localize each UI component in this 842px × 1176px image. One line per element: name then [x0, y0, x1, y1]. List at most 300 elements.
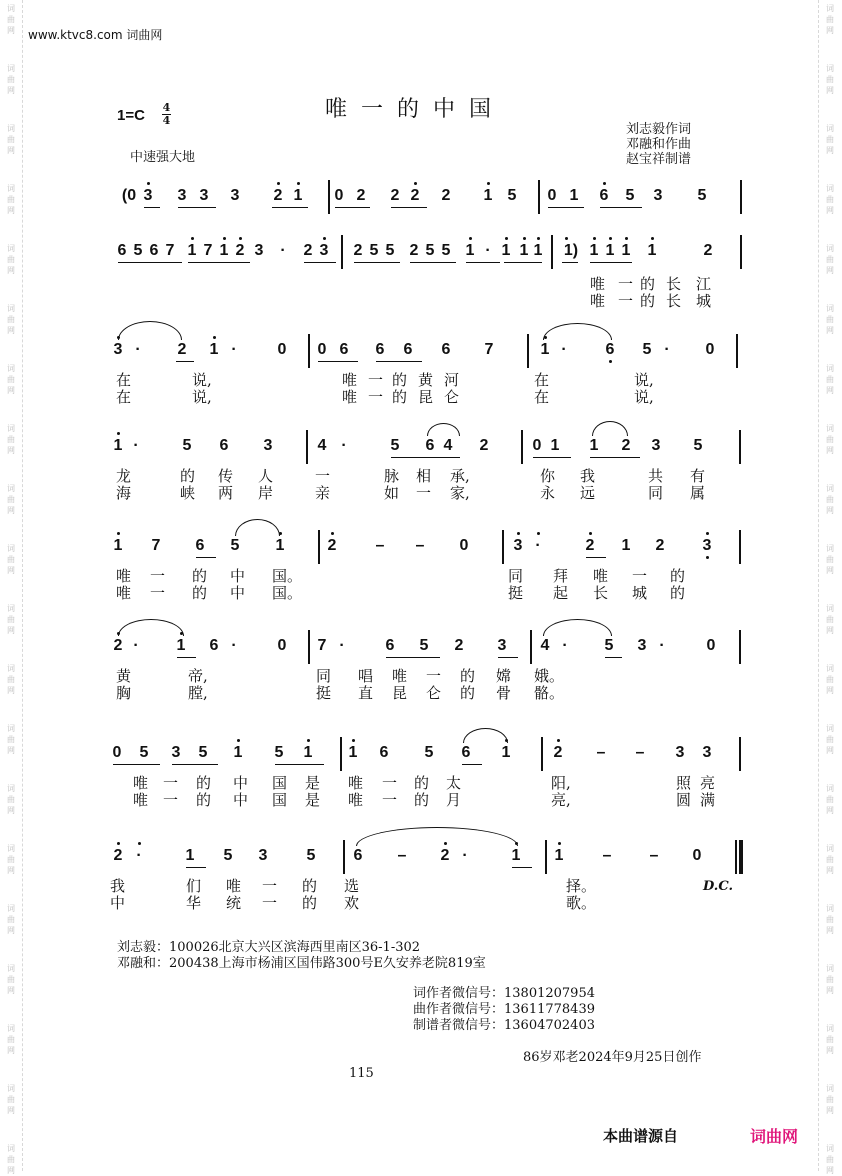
note: 5: [139, 744, 149, 761]
note: 3: [653, 187, 663, 204]
watermark-glyph: 词: [7, 1144, 15, 1153]
note: 0: [705, 341, 715, 358]
lyric-syllable: 如: [384, 484, 400, 502]
score-row: [0, 438, 842, 518]
lyric-syllable: 说,: [634, 388, 654, 406]
lyric-syllable: 娥。: [534, 667, 565, 685]
watermark-glyph: 网: [7, 86, 15, 95]
watermark-glyph: 曲: [826, 855, 834, 864]
note: 5: [604, 637, 614, 654]
note: 2: [552, 745, 564, 761]
watermark-glyph: 曲: [826, 915, 834, 924]
beam-underline: [178, 207, 216, 208]
barline: [527, 334, 529, 368]
watermark-glyph: 曲: [826, 795, 834, 804]
lyric-syllable: 一: [150, 584, 166, 602]
note: 1: [500, 243, 512, 259]
lyric-syllable: 一: [618, 275, 634, 293]
watermark-glyph: 网: [7, 446, 15, 455]
note: 5: [693, 437, 703, 454]
lyric-syllable: 唯: [116, 584, 132, 602]
watermark-glyph: 曲: [7, 1155, 15, 1164]
note: 2: [326, 538, 338, 554]
note: 2: [356, 187, 366, 204]
watermark-glyph: 网: [7, 266, 15, 275]
tempo-marking: 中速强大地: [130, 150, 196, 165]
note: 2: [409, 188, 421, 204]
lyric-syllable: 同: [508, 567, 524, 585]
lyric-syllable: 亮: [700, 774, 716, 792]
note: 1: [621, 537, 631, 554]
beam-underline: [118, 262, 182, 263]
note: 1: [185, 847, 195, 864]
contact-composer: 邓融和：200438上海市杨浦区国伟路300号E久安养老院819室: [117, 956, 486, 971]
lyric-syllable: 中: [230, 584, 246, 602]
note: 7: [165, 242, 175, 259]
watermark-glyph: 网: [7, 26, 15, 35]
lyric-syllable: 的: [196, 774, 212, 792]
note: 6: [149, 242, 159, 259]
lyric-syllable: 唯: [593, 567, 609, 585]
watermark-glyph: 网: [826, 926, 834, 935]
lyric-syllable: 你: [540, 467, 556, 485]
barline: [340, 737, 342, 771]
watermark-glyph: 曲: [7, 75, 15, 84]
beam-underline: [196, 557, 216, 558]
key-signature: 1=C: [117, 107, 145, 124]
watermark-glyph: 曲: [7, 855, 15, 864]
note: 6: [598, 188, 610, 204]
lyric-syllable: 拜: [553, 567, 569, 585]
note: 3: [701, 538, 713, 554]
note: 1: [112, 538, 124, 554]
note: ·: [231, 341, 237, 358]
note: 6: [209, 637, 219, 654]
lyric-syllable: 帝,: [188, 667, 208, 685]
lyric-syllable: 一: [315, 467, 331, 485]
slur: [235, 519, 280, 536]
note: 1: [539, 342, 551, 358]
lyric-syllable: 的: [640, 275, 656, 293]
lyric-syllable: 唯: [348, 791, 364, 809]
beam-underline: [318, 361, 358, 362]
note: 1: [112, 438, 124, 454]
lyric-syllable: 同: [648, 484, 664, 502]
lyric-syllable: 家,: [450, 484, 470, 502]
beam-underline: [590, 457, 640, 458]
note: 4: [540, 637, 550, 654]
lyric-syllable: 的: [414, 791, 430, 809]
watermark-glyph: 词: [826, 604, 834, 613]
source-label: 本曲谱源自: [603, 1127, 679, 1145]
lyric-syllable: 太: [446, 774, 462, 792]
note: ·: [561, 341, 567, 358]
lyric-syllable: 欢: [344, 894, 360, 912]
watermark-glyph: 曲: [7, 615, 15, 624]
note: 0: [277, 341, 287, 358]
watermark-glyph: 曲: [826, 615, 834, 624]
barline: [739, 430, 741, 464]
lyric-syllable: 歌。: [566, 894, 597, 912]
lyric-syllable: 的: [196, 791, 212, 809]
barline: [739, 737, 741, 771]
note: ·: [664, 341, 670, 358]
watermark-glyph: 曲: [7, 915, 15, 924]
watermark-glyph: 词: [826, 64, 834, 73]
lyric-syllable: 相: [416, 467, 432, 485]
note: 6: [441, 341, 451, 358]
note: 1): [560, 243, 582, 259]
barline: [736, 334, 738, 368]
lyric-syllable: 长: [666, 292, 682, 310]
lyric-syllable: 是: [305, 774, 321, 792]
lyric-syllable: 长: [593, 584, 609, 602]
note: ·: [339, 637, 345, 654]
note: 6: [604, 342, 616, 358]
watermark-glyph: 曲: [7, 135, 15, 144]
lyric-syllable: 的: [414, 774, 430, 792]
note: 5: [642, 341, 652, 358]
note: 5: [425, 242, 435, 259]
watermark-glyph: 词: [826, 1024, 834, 1033]
beam-underline: [186, 867, 206, 868]
watermark-glyph: 网: [826, 806, 834, 815]
wechat-lyricist: 词作者微信号：13801207954: [413, 986, 595, 1001]
beam-underline: [335, 207, 370, 208]
watermark-glyph: 网: [826, 206, 834, 215]
barline: [740, 180, 742, 214]
lyric-syllable: 的: [192, 567, 208, 585]
watermark-glyph: 词: [7, 1024, 15, 1033]
watermark-glyph: 曲: [7, 975, 15, 984]
note: 5: [198, 744, 208, 761]
watermark-glyph: 曲: [826, 495, 834, 504]
lyric-syllable: 昆: [392, 684, 408, 702]
barline: [318, 530, 320, 564]
watermark-glyph: 词: [7, 424, 15, 433]
lyric-syllable: 河: [444, 371, 460, 389]
lyric-syllable: 仑: [426, 684, 442, 702]
note: 3: [254, 242, 264, 259]
score-row: [0, 538, 842, 618]
note: 3: [651, 437, 661, 454]
lyric-syllable: 黄: [116, 667, 132, 685]
beam-underline: [272, 207, 308, 208]
note: 5: [419, 637, 429, 654]
watermark-glyph: 词: [7, 4, 15, 13]
beam-underline: [590, 262, 632, 263]
lyric-syllable: 一: [163, 791, 179, 809]
watermark-glyph: 曲: [826, 975, 834, 984]
lyric-syllable: 中: [233, 791, 249, 809]
lyricist-credit: 刘志毅作词: [626, 122, 692, 137]
lyric-syllable: 一: [150, 567, 166, 585]
note: 3: [258, 847, 268, 864]
lyric-syllable: 的: [670, 584, 686, 602]
lyric-syllable: 统: [226, 894, 242, 912]
note: 5: [385, 242, 395, 259]
watermark-glyph: 曲: [7, 435, 15, 444]
lyric-syllable: 说,: [192, 388, 212, 406]
lyric-syllable: 在: [534, 371, 550, 389]
lyric-syllable: 一: [632, 567, 648, 585]
lyric-syllable: 岸: [258, 484, 274, 502]
watermark-glyph: 词: [7, 964, 15, 973]
lyric-syllable: 唯: [116, 567, 132, 585]
note: 6: [195, 537, 205, 554]
watermark-glyph: 曲: [826, 735, 834, 744]
lyric-syllable: 唯: [392, 667, 408, 685]
lyric-syllable: 唯: [226, 877, 242, 895]
watermark-glyph: 词: [7, 364, 15, 373]
beam-underline: [562, 262, 578, 263]
lyric-syllable: 一: [416, 484, 432, 502]
note: ·: [341, 437, 347, 454]
watermark-glyph: 曲: [826, 375, 834, 384]
note: 1: [646, 243, 658, 259]
arranger-credit: 赵宝祥制谱: [626, 152, 692, 167]
watermark-glyph: 曲: [826, 15, 834, 24]
note: ·: [485, 242, 491, 259]
watermark-glyph: 词: [826, 784, 834, 793]
watermark-glyph: 网: [7, 386, 15, 395]
lyric-syllable: 一: [618, 292, 634, 310]
barline: [328, 180, 330, 214]
watermark-glyph: 网: [7, 146, 15, 155]
barline: [739, 530, 741, 564]
lyric-syllable: 唱: [358, 667, 374, 685]
watermark-glyph: 网: [826, 746, 834, 755]
lyric-syllable: 永: [540, 484, 556, 502]
slur: [543, 619, 612, 636]
watermark-glyph: 曲: [7, 315, 15, 324]
barline: [530, 630, 532, 664]
lyric-syllable: 的: [460, 667, 476, 685]
note: 0: [459, 537, 469, 554]
lyric-syllable: 属: [690, 484, 706, 502]
lyric-syllable: 嫦: [496, 667, 512, 685]
watermark-glyph: 词: [7, 244, 15, 253]
watermark-glyph: 网: [7, 1046, 15, 1055]
lyric-syllable: 在: [116, 388, 132, 406]
watermark-glyph: 网: [7, 806, 15, 815]
note: 2: [234, 243, 246, 259]
note: 3: [199, 187, 209, 204]
note: 6: [375, 341, 385, 358]
note: 2: [439, 848, 451, 864]
note: 1: [274, 538, 286, 554]
watermark-glyph: 曲: [7, 1035, 15, 1044]
lyric-syllable: 国。: [272, 584, 303, 602]
note: 1: [532, 243, 544, 259]
note: –: [397, 847, 407, 864]
watermark-glyph: 词: [826, 244, 834, 253]
watermark-glyph: 词: [7, 664, 15, 673]
lyric-syllable: 骨: [496, 684, 512, 702]
lyric-syllable: 骼。: [534, 684, 565, 702]
watermark-glyph: 网: [7, 866, 15, 875]
lyric-syllable: 择。: [566, 877, 597, 895]
note: 5: [390, 437, 400, 454]
note: –: [635, 744, 645, 761]
lyric-syllable: 选: [344, 877, 360, 895]
lyric-syllable: 人: [258, 467, 274, 485]
watermark-glyph: 曲: [826, 195, 834, 204]
lyric-syllable: 一: [262, 877, 278, 895]
barline: [541, 737, 543, 771]
lyric-syllable: 们: [186, 877, 202, 895]
watermark-glyph: 网: [7, 326, 15, 335]
watermark-glyph: 网: [826, 686, 834, 695]
note: 6: [379, 744, 389, 761]
note: 6: [339, 341, 349, 358]
lyric-syllable: 华: [186, 894, 202, 912]
watermark-glyph: 网: [826, 146, 834, 155]
watermark-glyph: 词: [7, 1084, 15, 1093]
watermark-glyph: 网: [826, 986, 834, 995]
note: 5: [625, 187, 635, 204]
watermark-glyph: 网: [7, 686, 15, 695]
score-row: [0, 342, 842, 422]
note: 7: [151, 537, 161, 554]
note: –: [375, 537, 385, 554]
watermark-glyph: 网: [7, 746, 15, 755]
watermark-glyph: 曲: [7, 495, 15, 504]
note: 3: [318, 243, 330, 259]
slur: [356, 827, 518, 846]
watermark-glyph: 词: [826, 184, 834, 193]
watermark-glyph: 词: [826, 544, 834, 553]
beam-underline: [600, 207, 642, 208]
watermark-glyph: 曲: [826, 135, 834, 144]
note: 2: [390, 187, 400, 204]
note: 2: [479, 437, 489, 454]
beam-underline: [410, 262, 456, 263]
lyric-syllable: 峡: [180, 484, 196, 502]
lyric-syllable: 在: [116, 371, 132, 389]
final-barline: [739, 840, 743, 874]
note: 2: [112, 848, 124, 864]
lyric-syllable: 唯: [342, 371, 358, 389]
lyric-syllable: 挺: [508, 584, 524, 602]
watermark-glyph: 词: [7, 784, 15, 793]
lyric-syllable: 国: [272, 791, 288, 809]
lyric-syllable: 一: [368, 371, 384, 389]
barline: [739, 630, 741, 664]
watermark-glyph: 词: [7, 124, 15, 133]
watermark-glyph: 词: [7, 484, 15, 493]
note: 3: [637, 637, 647, 654]
note: –: [415, 537, 425, 554]
note: 4: [317, 437, 327, 454]
slur: [118, 619, 184, 636]
watermark-glyph: 曲: [826, 75, 834, 84]
brand-link[interactable]: 词曲网: [750, 1127, 799, 1146]
watermark-glyph: 网: [826, 506, 834, 515]
lyric-syllable: 中: [233, 774, 249, 792]
note: 6: [219, 437, 229, 454]
lyric-syllable: 脉: [384, 467, 400, 485]
watermark-glyph: 词: [826, 964, 834, 973]
site-url[interactable]: www.ktvc8.com 词曲网: [28, 28, 163, 42]
lyric-syllable: 传: [218, 467, 234, 485]
slur: [427, 423, 460, 436]
watermark-glyph: 词: [826, 664, 834, 673]
lyric-syllable: 圆: [676, 791, 692, 809]
watermark-glyph: 词: [7, 184, 15, 193]
watermark-glyph: 网: [826, 446, 834, 455]
note: 3: [112, 342, 124, 358]
note: 2: [584, 538, 596, 554]
watermark-glyph: 曲: [826, 1035, 834, 1044]
lyric-syllable: 共: [648, 467, 664, 485]
lyric-syllable: 同: [316, 667, 332, 685]
watermark-glyph: 曲: [826, 435, 834, 444]
watermark-glyph: 网: [7, 566, 15, 575]
beam-underline: [498, 657, 518, 658]
watermark-glyph: 词: [826, 304, 834, 313]
note: 1: [464, 243, 476, 259]
lyric-syllable: 起: [553, 584, 569, 602]
composition-date: 86岁邓老2024年9月25日创作: [523, 1050, 702, 1065]
beam-underline: [188, 262, 250, 263]
lyric-syllable: 一: [382, 774, 398, 792]
beam-underline: [605, 657, 622, 658]
beam-underline: [548, 207, 584, 208]
beam-underline: [376, 361, 422, 362]
lyric-syllable: 一: [426, 667, 442, 685]
note: 1: [588, 243, 600, 259]
barline: [735, 840, 737, 874]
lyric-syllable: 城: [632, 584, 648, 602]
lyric-syllable: 满: [700, 791, 716, 809]
watermark-glyph: 词: [7, 64, 15, 73]
note: 3: [171, 744, 181, 761]
note: 4: [443, 437, 453, 454]
note: 3: [675, 744, 685, 761]
beam-underline: [586, 557, 606, 558]
lyric-syllable: 中: [110, 894, 126, 912]
watermark-glyph: 词: [826, 844, 834, 853]
note: 5: [230, 537, 240, 554]
note: 6: [353, 847, 363, 864]
watermark-glyph: 词: [826, 1084, 834, 1093]
watermark-glyph: 曲: [826, 1155, 834, 1164]
beam-underline: [177, 657, 196, 658]
note: 5: [133, 242, 143, 259]
lyric-syllable: 城: [696, 292, 712, 310]
note: 5: [369, 242, 379, 259]
watermark-glyph: 网: [826, 1166, 834, 1175]
barline: [306, 430, 308, 464]
beam-underline: [354, 262, 400, 263]
note: ·: [462, 847, 468, 864]
watermark-glyph: 词: [826, 724, 834, 733]
beam-underline: [391, 207, 427, 208]
watermark-glyph: 曲: [7, 15, 15, 24]
lyric-syllable: 说,: [192, 371, 212, 389]
note: 1: [604, 243, 616, 259]
lyric-syllable: 的: [302, 877, 318, 895]
note: 1: [208, 342, 220, 358]
lyric-syllable: 的: [192, 584, 208, 602]
note: 1: [553, 848, 565, 864]
note: 5: [182, 437, 192, 454]
watermark-glyph: 网: [7, 926, 15, 935]
lyric-syllable: 亮,: [551, 791, 571, 809]
beam-underline: [172, 764, 218, 765]
lyric-syllable: 仑: [444, 388, 460, 406]
